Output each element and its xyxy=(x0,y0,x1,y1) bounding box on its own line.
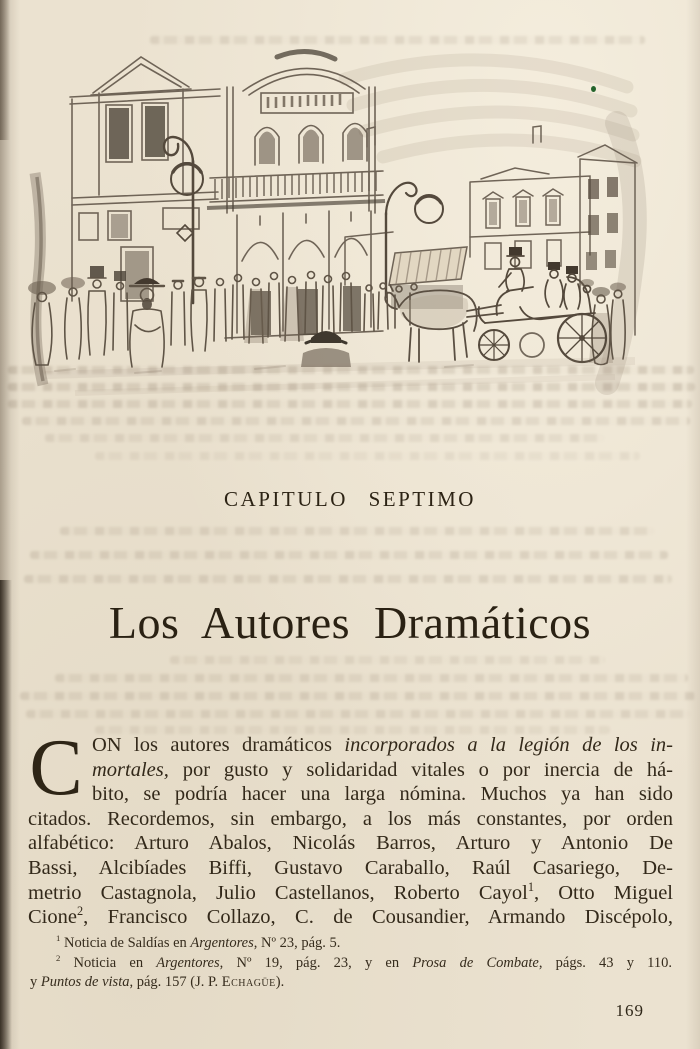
ink-speck xyxy=(591,86,596,92)
paragraph-line: alfabético: Arturo Abalos, Nicolás Barros, Arturo y Antonio De xyxy=(28,832,673,855)
page-title: Los Autores Dramáticos xyxy=(108,597,592,648)
street-scene-illustration xyxy=(15,45,655,440)
paragraph-line: metrio Castagnola, Julio Castellanos, Roberto Cayol$^1$, Otto Miguel xyxy=(28,879,674,904)
footnote-line: $^1$ Noticia de Saldías en Argentores, Nº 23, pág. 5. xyxy=(56,933,341,951)
paragraph-line: bito, se podría hacer una larga nómina. Muchos ya han sido xyxy=(92,783,673,806)
spine-shadow-dark xyxy=(0,580,12,1049)
spine-shadow-top xyxy=(0,0,10,140)
page-edge-shade xyxy=(686,0,700,1049)
drop-cap: C xyxy=(29,724,83,812)
footnote-line: $^2$ Noticia en Argentores, Nº 19, pág. 23, y en Prosa de Combate, págs. 43 y 110. xyxy=(56,952,673,971)
footnote-line: y Puntos de vista, pág. 157 (J. P. Echagüe). xyxy=(30,974,285,990)
paragraph-line: Cione$^2$, Francisco Collazo, C. de Cousandier, Armando Discépolo, xyxy=(28,904,673,929)
footnotes xyxy=(30,934,672,993)
paragraph-line: mortales, por gusto y solidaridad vitales o por inercia de há- xyxy=(92,758,673,781)
paragraph-line: citados. Recordemos, sin embargo, a los más constantes, por orden xyxy=(28,807,673,830)
paragraph-line: Bassi, Alcibíades Biffi, Gustavo Caraballo, Raúl Casariego, De- xyxy=(28,856,673,879)
body-paragraph xyxy=(28,724,674,930)
page-number: 169 xyxy=(615,1001,644,1020)
chapter-label: CAPITULO SEPTIMO xyxy=(224,487,476,511)
paragraph-line: ON los autores dramáticos incorporados a la legión de los in- xyxy=(92,734,673,756)
